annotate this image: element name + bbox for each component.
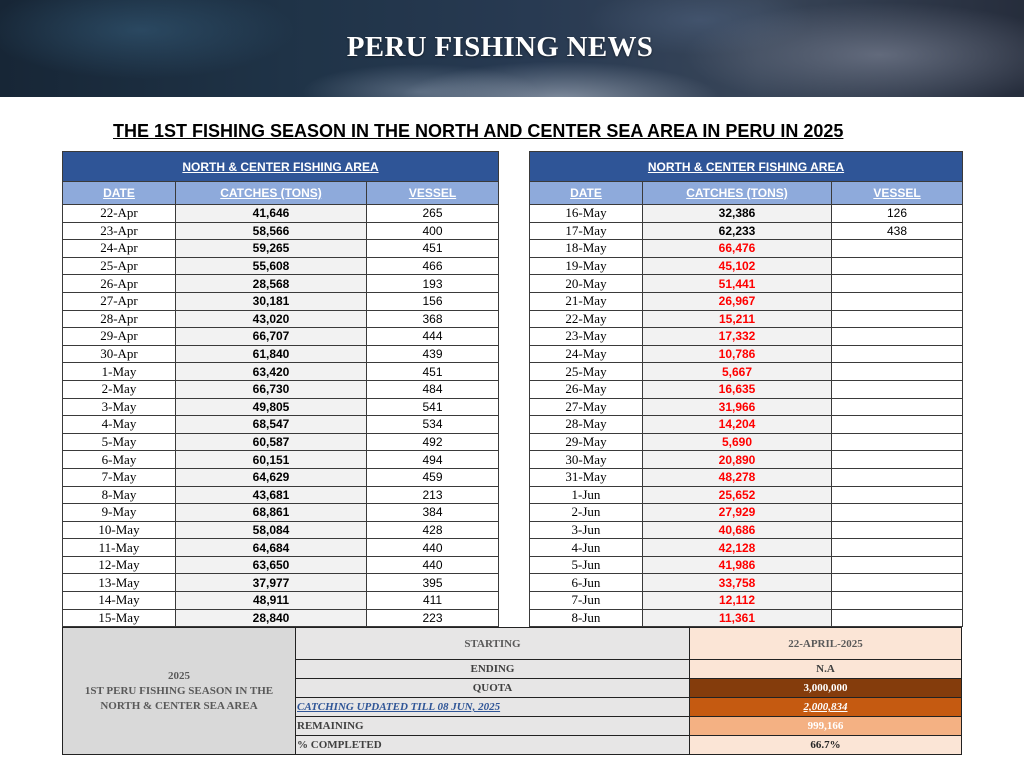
date-cell: 1-Jun bbox=[530, 486, 643, 504]
table-row bbox=[530, 380, 963, 398]
vessel-cell bbox=[832, 310, 963, 328]
vessel-cell bbox=[832, 345, 963, 363]
vessel-cell: 451 bbox=[367, 240, 499, 258]
date-cell: 20-May bbox=[530, 275, 643, 293]
catching-value: 2,000,834 bbox=[690, 698, 962, 717]
vessel-cell bbox=[832, 292, 963, 310]
remaining-value: 999,166 bbox=[690, 717, 962, 736]
date-cell: 13-May bbox=[63, 574, 176, 592]
date-cell: 4-Jun bbox=[530, 539, 643, 557]
date-cell: 6-May bbox=[63, 451, 176, 469]
date-cell: 21-May bbox=[530, 292, 643, 310]
date-cell: 23-May bbox=[530, 328, 643, 346]
catch-cell: 17,332 bbox=[643, 328, 832, 346]
vessel-cell bbox=[832, 275, 963, 293]
table-row bbox=[63, 345, 499, 363]
date-cell: 7-Jun bbox=[530, 592, 643, 610]
vessel-cell bbox=[832, 328, 963, 346]
vessel-cell bbox=[832, 257, 963, 275]
vessel-cell: 193 bbox=[367, 275, 499, 293]
table-row bbox=[530, 292, 963, 310]
quota-value: 3,000,000 bbox=[690, 679, 962, 698]
vessel-cell bbox=[832, 592, 963, 610]
season-summary bbox=[62, 627, 962, 755]
vessel-cell bbox=[832, 380, 963, 398]
column-header-catches: CATCHES (TONS) bbox=[176, 182, 367, 205]
table-row bbox=[63, 539, 499, 557]
vessel-cell: 444 bbox=[367, 328, 499, 346]
catch-cell: 42,128 bbox=[643, 539, 832, 557]
table-row bbox=[63, 205, 499, 223]
vessel-cell: 492 bbox=[367, 433, 499, 451]
table-row bbox=[530, 345, 963, 363]
catch-cell: 16,635 bbox=[643, 380, 832, 398]
site-title: PERU FISHING NEWS bbox=[346, 31, 654, 63]
date-cell: 7-May bbox=[63, 468, 176, 486]
table-row bbox=[530, 521, 963, 539]
vessel-cell bbox=[832, 416, 963, 434]
table-row bbox=[63, 592, 499, 610]
table-row bbox=[530, 574, 963, 592]
vessel-cell: 428 bbox=[367, 521, 499, 539]
table-row bbox=[530, 310, 963, 328]
header-banner bbox=[0, 0, 1024, 97]
vessel-cell bbox=[832, 486, 963, 504]
catch-cell: 48,278 bbox=[643, 468, 832, 486]
remaining-label: REMAINING bbox=[296, 717, 690, 736]
catch-cell: 51,441 bbox=[643, 275, 832, 293]
vessel-cell: 440 bbox=[367, 556, 499, 574]
catch-cell: 41,986 bbox=[643, 556, 832, 574]
vessel-cell bbox=[832, 539, 963, 557]
vessel-cell: 223 bbox=[367, 609, 499, 627]
vessel-cell bbox=[832, 521, 963, 539]
area-heading-row bbox=[63, 152, 499, 182]
vessel-cell: 459 bbox=[367, 468, 499, 486]
quota-label: QUOTA bbox=[296, 679, 690, 698]
table-row bbox=[530, 240, 963, 258]
catch-table-left bbox=[62, 151, 499, 627]
date-cell: 8-May bbox=[63, 486, 176, 504]
vessel-cell bbox=[832, 504, 963, 522]
table-row bbox=[63, 310, 499, 328]
fishing-area-heading: NORTH & CENTER FISHING AREA bbox=[530, 152, 963, 182]
table-row bbox=[530, 433, 963, 451]
date-cell: 4-May bbox=[63, 416, 176, 434]
table-row bbox=[63, 416, 499, 434]
vessel-cell: 265 bbox=[367, 205, 499, 223]
table-row bbox=[63, 292, 499, 310]
table-row bbox=[530, 416, 963, 434]
date-cell: 12-May bbox=[63, 556, 176, 574]
table-row bbox=[530, 328, 963, 346]
catch-cell: 28,568 bbox=[176, 275, 367, 293]
table-row bbox=[63, 363, 499, 381]
catch-cell: 66,476 bbox=[643, 240, 832, 258]
date-cell: 24-May bbox=[530, 345, 643, 363]
vessel-cell: 368 bbox=[367, 310, 499, 328]
catch-cell: 14,204 bbox=[643, 416, 832, 434]
date-cell: 27-May bbox=[530, 398, 643, 416]
catch-cell: 59,265 bbox=[176, 240, 367, 258]
table-row bbox=[63, 609, 499, 627]
vessel-cell: 484 bbox=[367, 380, 499, 398]
table-row bbox=[63, 486, 499, 504]
column-header-date: DATE bbox=[530, 182, 643, 205]
date-cell: 23-Apr bbox=[63, 222, 176, 240]
catch-table-body bbox=[530, 205, 963, 627]
catch-cell: 20,890 bbox=[643, 451, 832, 469]
catch-cell: 62,233 bbox=[643, 222, 832, 240]
catch-cell: 60,587 bbox=[176, 433, 367, 451]
vessel-cell bbox=[832, 451, 963, 469]
catch-cell: 33,758 bbox=[643, 574, 832, 592]
table-head bbox=[530, 152, 963, 205]
date-cell: 2-Jun bbox=[530, 504, 643, 522]
catch-cell: 58,566 bbox=[176, 222, 367, 240]
completed-label: % COMPLETED bbox=[296, 736, 690, 755]
date-cell: 5-Jun bbox=[530, 556, 643, 574]
page-title: THE 1ST FISHING SEASON IN THE NORTH AND CENTER SEA AREA IN PERU IN 2025 bbox=[113, 121, 844, 141]
catch-cell: 11,361 bbox=[643, 609, 832, 627]
table-row bbox=[63, 328, 499, 346]
table-row bbox=[530, 275, 963, 293]
ending-label: ENDING bbox=[296, 660, 690, 679]
catch-cell: 5,690 bbox=[643, 433, 832, 451]
table-head bbox=[63, 152, 499, 205]
season-line-2: NORTH & CENTER SEA AREA bbox=[100, 699, 258, 712]
date-cell: 11-May bbox=[63, 539, 176, 557]
date-cell: 16-May bbox=[530, 205, 643, 223]
table-row bbox=[530, 257, 963, 275]
vessel-cell bbox=[832, 574, 963, 592]
table-row bbox=[63, 556, 499, 574]
date-cell: 10-May bbox=[63, 521, 176, 539]
starting-label: STARTING bbox=[296, 628, 690, 660]
catch-cell: 66,730 bbox=[176, 380, 367, 398]
catch-cell: 66,707 bbox=[176, 328, 367, 346]
area-heading-row bbox=[530, 152, 963, 182]
vessel-cell bbox=[832, 556, 963, 574]
catch-cell: 41,646 bbox=[176, 205, 367, 223]
vessel-cell: 411 bbox=[367, 592, 499, 610]
table-row bbox=[63, 451, 499, 469]
season-label bbox=[63, 628, 296, 755]
catch-cell: 27,929 bbox=[643, 504, 832, 522]
vessel-cell: 384 bbox=[367, 504, 499, 522]
date-cell: 24-Apr bbox=[63, 240, 176, 258]
vessel-cell: 451 bbox=[367, 363, 499, 381]
date-cell: 30-May bbox=[530, 451, 643, 469]
table-row bbox=[63, 433, 499, 451]
vessel-cell bbox=[832, 240, 963, 258]
catch-cell: 37,977 bbox=[176, 574, 367, 592]
catch-table-body bbox=[63, 205, 499, 627]
catch-cell: 68,861 bbox=[176, 504, 367, 522]
catch-cell: 32,386 bbox=[643, 205, 832, 223]
catch-cell: 43,020 bbox=[176, 310, 367, 328]
table-row bbox=[530, 556, 963, 574]
table-row bbox=[63, 574, 499, 592]
vessel-cell: 400 bbox=[367, 222, 499, 240]
date-cell: 31-May bbox=[530, 468, 643, 486]
catch-cell: 40,686 bbox=[643, 521, 832, 539]
catch-cell: 43,681 bbox=[176, 486, 367, 504]
date-cell: 6-Jun bbox=[530, 574, 643, 592]
table-row bbox=[530, 222, 963, 240]
table-row bbox=[63, 380, 499, 398]
catch-cell: 58,084 bbox=[176, 521, 367, 539]
table-row bbox=[63, 468, 499, 486]
table-row bbox=[530, 468, 963, 486]
catch-cell: 55,608 bbox=[176, 257, 367, 275]
date-cell: 14-May bbox=[63, 592, 176, 610]
date-cell: 30-Apr bbox=[63, 345, 176, 363]
catch-cell: 61,840 bbox=[176, 345, 367, 363]
vessel-cell: 126 bbox=[832, 205, 963, 223]
table-row bbox=[530, 504, 963, 522]
table-row bbox=[530, 398, 963, 416]
date-cell: 29-May bbox=[530, 433, 643, 451]
date-cell: 17-May bbox=[530, 222, 643, 240]
table-row bbox=[63, 275, 499, 293]
table-row bbox=[530, 486, 963, 504]
table-row bbox=[530, 363, 963, 381]
catch-cell: 5,667 bbox=[643, 363, 832, 381]
table-row bbox=[530, 539, 963, 557]
date-cell: 26-Apr bbox=[63, 275, 176, 293]
vessel-cell: 395 bbox=[367, 574, 499, 592]
catch-cell: 28,840 bbox=[176, 609, 367, 627]
table-row bbox=[63, 257, 499, 275]
date-cell: 22-May bbox=[530, 310, 643, 328]
column-header-row bbox=[530, 182, 963, 205]
catch-cell: 15,211 bbox=[643, 310, 832, 328]
starting-value: 22-APRIL-2025 bbox=[690, 628, 962, 660]
catch-cell: 31,966 bbox=[643, 398, 832, 416]
catch-cell: 68,547 bbox=[176, 416, 367, 434]
catch-cell: 26,967 bbox=[643, 292, 832, 310]
catch-cell: 60,151 bbox=[176, 451, 367, 469]
date-cell: 19-May bbox=[530, 257, 643, 275]
date-cell: 3-Jun bbox=[530, 521, 643, 539]
date-cell: 15-May bbox=[63, 609, 176, 627]
date-cell: 28-Apr bbox=[63, 310, 176, 328]
vessel-cell: 438 bbox=[832, 222, 963, 240]
vessel-cell: 439 bbox=[367, 345, 499, 363]
date-cell: 25-Apr bbox=[63, 257, 176, 275]
vessel-cell: 156 bbox=[367, 292, 499, 310]
catch-cell: 12,112 bbox=[643, 592, 832, 610]
vessel-cell bbox=[832, 609, 963, 627]
vessel-cell bbox=[832, 363, 963, 381]
catch-table-right bbox=[529, 151, 963, 627]
completed-value: 66.7% bbox=[690, 736, 962, 755]
date-cell: 22-Apr bbox=[63, 205, 176, 223]
table-row bbox=[63, 521, 499, 539]
table-row bbox=[530, 609, 963, 627]
date-cell: 1-May bbox=[63, 363, 176, 381]
date-cell: 28-May bbox=[530, 416, 643, 434]
vessel-cell: 494 bbox=[367, 451, 499, 469]
column-header-catches: CATCHES (TONS) bbox=[643, 182, 832, 205]
date-cell: 18-May bbox=[530, 240, 643, 258]
ending-value: N.A bbox=[690, 660, 962, 679]
table-row bbox=[530, 205, 963, 223]
column-header-vessel: VESSEL bbox=[832, 182, 963, 205]
catch-cell: 48,911 bbox=[176, 592, 367, 610]
date-cell: 2-May bbox=[63, 380, 176, 398]
season-year: 2025 bbox=[168, 669, 190, 682]
catch-cell: 25,652 bbox=[643, 486, 832, 504]
catch-cell: 64,629 bbox=[176, 468, 367, 486]
date-cell: 9-May bbox=[63, 504, 176, 522]
table-row bbox=[63, 504, 499, 522]
catching-updated-link[interactable]: CATCHING UPDATED TILL 08 JUN, 2025 bbox=[296, 698, 690, 717]
catch-cell: 45,102 bbox=[643, 257, 832, 275]
date-cell: 25-May bbox=[530, 363, 643, 381]
vessel-cell bbox=[832, 468, 963, 486]
vessel-cell bbox=[832, 398, 963, 416]
date-cell: 5-May bbox=[63, 433, 176, 451]
date-cell: 8-Jun bbox=[530, 609, 643, 627]
date-cell: 29-Apr bbox=[63, 328, 176, 346]
catch-cell: 64,684 bbox=[176, 539, 367, 557]
vessel-cell: 541 bbox=[367, 398, 499, 416]
catch-cell: 10,786 bbox=[643, 345, 832, 363]
date-cell: 3-May bbox=[63, 398, 176, 416]
table-row bbox=[63, 222, 499, 240]
column-header-vessel: VESSEL bbox=[367, 182, 499, 205]
vessel-cell: 466 bbox=[367, 257, 499, 275]
vessel-cell bbox=[832, 433, 963, 451]
vessel-cell: 440 bbox=[367, 539, 499, 557]
column-header-date: DATE bbox=[63, 182, 176, 205]
catch-cell: 63,650 bbox=[176, 556, 367, 574]
fishing-area-heading: NORTH & CENTER FISHING AREA bbox=[63, 152, 499, 182]
table-row bbox=[530, 592, 963, 610]
table-row bbox=[63, 240, 499, 258]
catch-cell: 49,805 bbox=[176, 398, 367, 416]
table-row bbox=[63, 398, 499, 416]
vessel-cell: 213 bbox=[367, 486, 499, 504]
vessel-cell: 534 bbox=[367, 416, 499, 434]
table-row bbox=[530, 451, 963, 469]
date-cell: 27-Apr bbox=[63, 292, 176, 310]
column-header-row bbox=[63, 182, 499, 205]
season-line-1: 1ST PERU FISHING SEASON IN THE bbox=[84, 684, 274, 697]
date-cell: 26-May bbox=[530, 380, 643, 398]
catch-cell: 63,420 bbox=[176, 363, 367, 381]
catch-cell: 30,181 bbox=[176, 292, 367, 310]
